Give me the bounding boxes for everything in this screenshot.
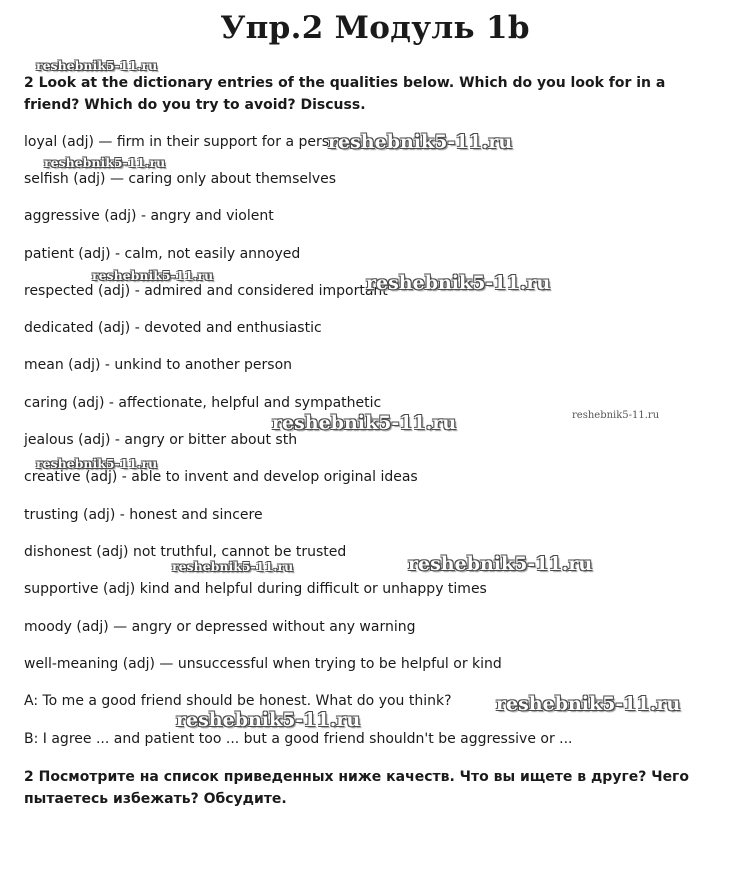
entry-jealous: jealous (adj) - angry or bitter about sth [24,432,298,448]
russian-task: 2 Посмотрите на список приведенных ниже качеств. Что вы ищете в друге? Чего пытаетесь избежать? Обсудите. [24,769,689,807]
dialogue-b: B: I agree ... and patient too ... but a good friend shouldn't be aggressive or ... [24,731,573,747]
watermark: reshebnik5-11.ru [366,272,551,294]
watermark: reshebnik5-11.ru [92,268,214,283]
entry-mean: mean (adj) - unkind to another person [24,357,293,373]
watermark: reshebnik5-11.ru [408,553,593,575]
watermark: reshebnik5-11.ru [328,131,513,153]
watermark: reshebnik5-11.ru [36,456,158,471]
entry-dishonest: dishonest (adj) not truthful, cannot be trusted [24,544,347,560]
entry-selfish: selfish (adj) — caring only about themselves [24,171,337,187]
watermark: reshebnik5-11.ru [272,412,457,434]
watermark: reshebnik5-11.ru [172,559,294,574]
watermark: reshebnik5-11.ru [44,155,166,170]
entry-aggressive: aggressive (adj) - angry and violent [24,208,274,224]
watermark: reshebnik5-11.ru [176,709,361,731]
entry-respected: respected (adj) - admired and considered important [24,283,388,299]
watermark: reshebnik5-11.ru [572,410,660,421]
entry-creative: creative (adj) - able to invent and develop original ideas [24,469,418,485]
page-title: Упр.2 Модуль 1b [220,10,530,46]
entry-supportive: supportive (adj) kind and helpful during difficult or unhappy times [24,581,487,597]
watermark: reshebnik5-11.ru [36,58,158,73]
task-instruction: 2 Look at the dictionary entries of the qualities below. Which do you look for in a friend? Which do you try to avoid? Discuss. [24,75,666,113]
dialogue-a: A: To me a good friend should be honest. What do you think? [24,693,452,709]
entry-trusting: trusting (adj) - honest and sincere [24,507,263,523]
watermark: reshebnik5-11.ru [496,693,681,715]
entry-moody: moody (adj) — angry or depressed without any warning [24,619,416,635]
entry-patient: patient (adj) - calm, not easily annoyed [24,246,301,262]
entry-well-meaning: well-meaning (adj) — unsuccessful when trying to be helpful or kind [24,656,502,672]
entry-caring: caring (adj) - affectionate, helpful and sympathetic [24,395,382,411]
entry-dedicated: dedicated (adj) - devoted and enthusiastic [24,320,322,336]
entry-loyal: loyal (adj) — firm in their support for a person [24,134,347,150]
